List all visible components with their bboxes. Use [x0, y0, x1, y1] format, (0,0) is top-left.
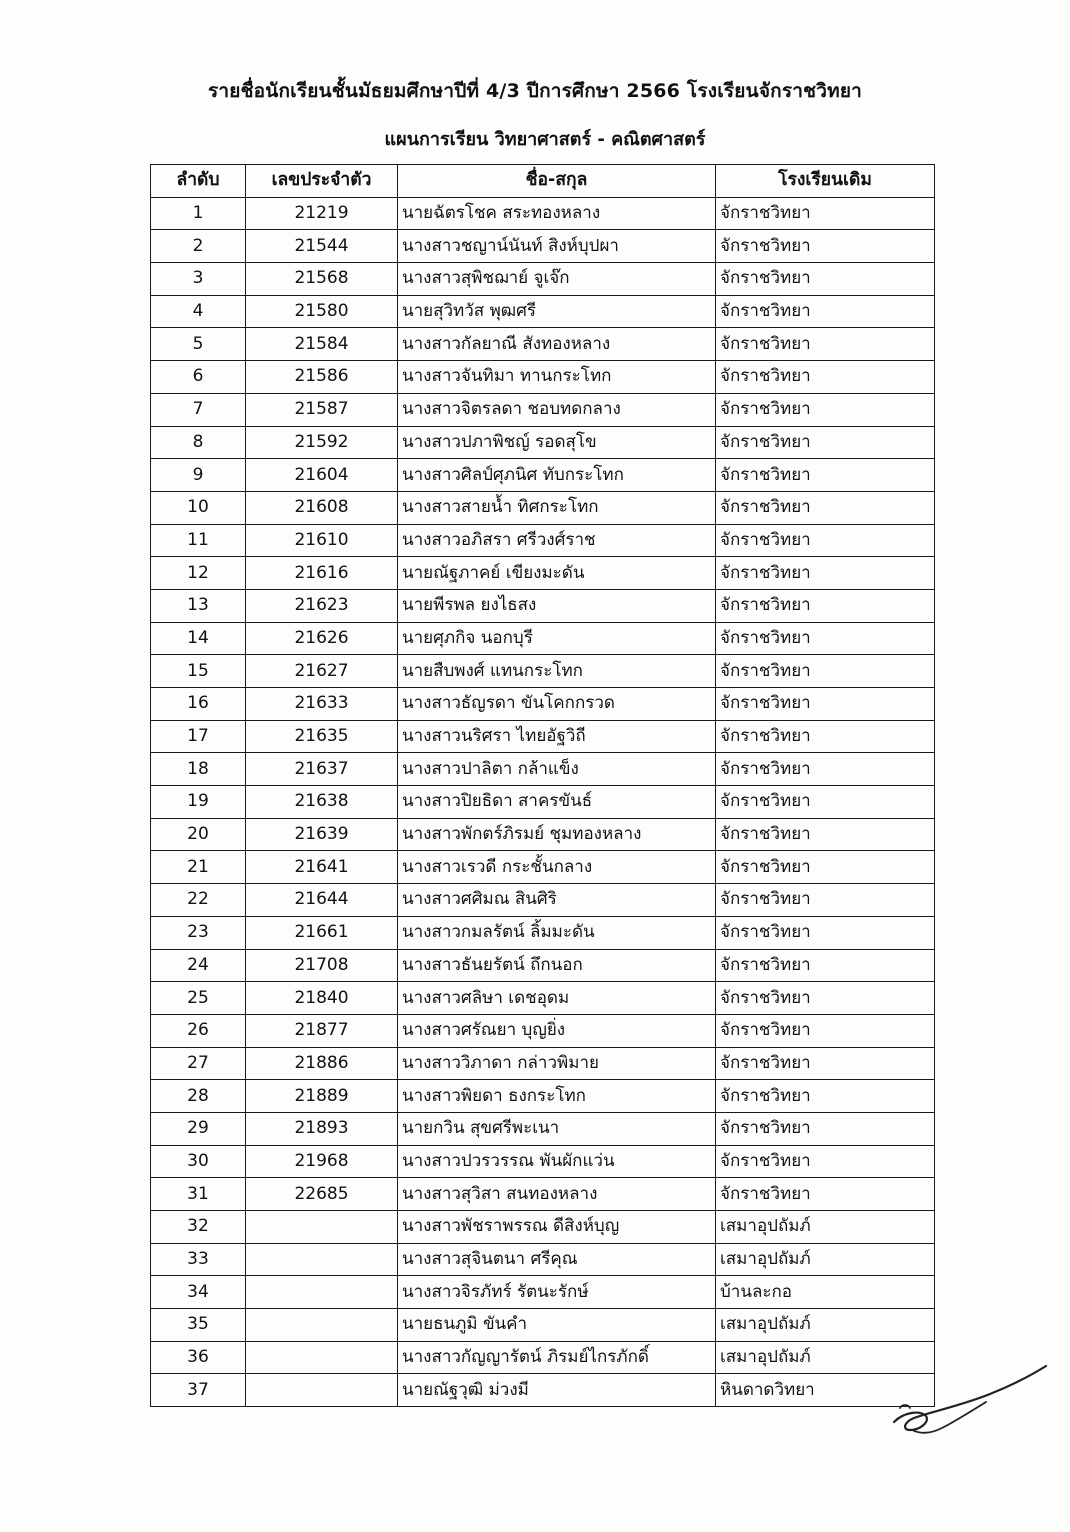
cell-student-id: 21644: [246, 884, 398, 917]
cell-student-id: 21641: [246, 851, 398, 884]
cell-student-id: 21610: [246, 524, 398, 557]
cell-no: 20: [151, 818, 246, 851]
cell-previous-school: เสมาอุปถัมภ์: [716, 1341, 935, 1374]
cell-previous-school: จักราชวิทยา: [716, 786, 935, 819]
cell-name: นายธนภูมิ ขันคำ: [398, 1309, 716, 1342]
cell-student-id: 21635: [246, 720, 398, 753]
cell-previous-school: จักราชวิทยา: [716, 1080, 935, 1113]
cell-name: นางสาวชญาน์นันท์ สิงห์บุปผา: [398, 230, 716, 263]
table-row: [151, 557, 935, 590]
cell-student-id: 21661: [246, 916, 398, 949]
cell-previous-school: จักราชวิทยา: [716, 230, 935, 263]
cell-name: นางสาวศศิมณ สินศิริ: [398, 884, 716, 917]
cell-student-id: [246, 1341, 398, 1374]
student-table: [150, 164, 935, 1407]
table-body: [151, 197, 935, 1406]
cell-no: 8: [151, 426, 246, 459]
cell-student-id: 21580: [246, 295, 398, 328]
cell-name: นางสาวเรวดี กระชั้นกลาง: [398, 851, 716, 884]
cell-no: 10: [151, 491, 246, 524]
cell-no: 23: [151, 916, 246, 949]
cell-student-id: [246, 1211, 398, 1244]
cell-student-id: [246, 1243, 398, 1276]
table-row: [151, 753, 935, 786]
cell-no: 21: [151, 851, 246, 884]
cell-student-id: 21886: [246, 1047, 398, 1080]
cell-no: 9: [151, 459, 246, 492]
cell-previous-school: จักราชวิทยา: [716, 622, 935, 655]
cell-previous-school: จักราชวิทยา: [716, 982, 935, 1015]
cell-previous-school: จักราชวิทยา: [716, 655, 935, 688]
cell-no: 17: [151, 720, 246, 753]
cell-previous-school: เสมาอุปถัมภ์: [716, 1211, 935, 1244]
cell-no: 15: [151, 655, 246, 688]
table-row: [151, 361, 935, 394]
cell-no: 2: [151, 230, 246, 263]
cell-no: 31: [151, 1178, 246, 1211]
cell-previous-school: หินดาดวิทยา: [716, 1374, 935, 1407]
table-row: [151, 230, 935, 263]
cell-name: นางสาวกัญญารัตน์ ภิรมย์ไกรภักดิ์: [398, 1341, 716, 1374]
header-previous-school: โรงเรียนเดิม: [716, 165, 935, 198]
header-student-id: เลขประจำตัว: [246, 165, 398, 198]
table-row: [151, 1145, 935, 1178]
cell-name: นายฉัตรโชค สระทองหลาง: [398, 197, 716, 230]
page-title: รายชื่อนักเรียนชั้นมัธยมศึกษาปีที่ 4/3 ปีการศึกษา 2566 โรงเรียนจักราชวิทยา: [207, 80, 863, 102]
cell-previous-school: จักราชวิทยา: [716, 295, 935, 328]
page-subtitle: แผนการเรียน วิทยาศาสตร์ - คณิตศาสตร์: [384, 129, 706, 150]
cell-name: นางสาวศิลป์ศุภนิศ ทับกระโทก: [398, 459, 716, 492]
cell-no: 12: [151, 557, 246, 590]
cell-previous-school: จักราชวิทยา: [716, 1145, 935, 1178]
table-row: [151, 459, 935, 492]
cell-student-id: 21604: [246, 459, 398, 492]
cell-previous-school: จักราชวิทยา: [716, 361, 935, 394]
cell-previous-school: จักราชวิทยา: [716, 1178, 935, 1211]
cell-student-id: [246, 1276, 398, 1309]
table-row: [151, 589, 935, 622]
cell-student-id: 22685: [246, 1178, 398, 1211]
cell-name: นางสาวปาลิตา กล้าแข็ง: [398, 753, 716, 786]
cell-no: 26: [151, 1014, 246, 1047]
table-row: [151, 1309, 935, 1342]
cell-name: นายณัฐภาคย์ เขียงมะดัน: [398, 557, 716, 590]
table-row: [151, 1014, 935, 1047]
cell-name: นางสาวสายน้ำ ทิศกระโทก: [398, 491, 716, 524]
cell-previous-school: จักราชวิทยา: [716, 426, 935, 459]
table-row: [151, 1276, 935, 1309]
cell-previous-school: จักราชวิทยา: [716, 688, 935, 721]
table-row: [151, 916, 935, 949]
cell-previous-school: จักราชวิทยา: [716, 1112, 935, 1145]
cell-name: นางสาวพัชราพรรณ ดีสิงห์บุญ: [398, 1211, 716, 1244]
cell-student-id: 21586: [246, 361, 398, 394]
cell-no: 34: [151, 1276, 246, 1309]
cell-previous-school: จักราชวิทยา: [716, 263, 935, 296]
cell-student-id: 21968: [246, 1145, 398, 1178]
cell-student-id: 21219: [246, 197, 398, 230]
cell-name: นางสาวกัลยาณี สังทองหลาง: [398, 328, 716, 361]
cell-student-id: 21584: [246, 328, 398, 361]
cell-no: 19: [151, 786, 246, 819]
cell-no: 5: [151, 328, 246, 361]
cell-previous-school: จักราชวิทยา: [716, 884, 935, 917]
cell-name: นางสาวพักตร์ภิรมย์ ชุมทองหลาง: [398, 818, 716, 851]
cell-name: นางสาวสุพิชฌาย์ จูเจ๊ก: [398, 263, 716, 296]
cell-student-id: [246, 1309, 398, 1342]
table-row: [151, 1112, 935, 1145]
cell-previous-school: จักราชวิทยา: [716, 491, 935, 524]
cell-name: นางสาวกมลรัตน์ ลิ้มมะดัน: [398, 916, 716, 949]
table-row: [151, 1243, 935, 1276]
cell-name: นางสาวจิตรลดา ชอบทดกลาง: [398, 393, 716, 426]
table-row: [151, 1341, 935, 1374]
cell-student-id: 21637: [246, 753, 398, 786]
cell-name: นางสาวจิรภัทร์ รัตนะรักษ์: [398, 1276, 716, 1309]
table-row: [151, 393, 935, 426]
table-row: [151, 884, 935, 917]
table-row: [151, 1211, 935, 1244]
cell-name: นายณัฐวุฒิ ม่วงมี: [398, 1374, 716, 1407]
table-row: [151, 818, 935, 851]
cell-previous-school: จักราชวิทยา: [716, 393, 935, 426]
cell-previous-school: จักราชวิทยา: [716, 589, 935, 622]
cell-name: นางสาววิภาดา กล่าวพิมาย: [398, 1047, 716, 1080]
cell-name: นางสาวศรัณยา บุญยิ่ง: [398, 1014, 716, 1047]
cell-no: 6: [151, 361, 246, 394]
cell-previous-school: จักราชวิทยา: [716, 459, 935, 492]
table-row: [151, 426, 935, 459]
cell-previous-school: จักราชวิทยา: [716, 949, 935, 982]
cell-no: 13: [151, 589, 246, 622]
cell-student-id: 21840: [246, 982, 398, 1015]
cell-student-id: 21638: [246, 786, 398, 819]
table-row: [151, 1080, 935, 1113]
cell-student-id: 21893: [246, 1112, 398, 1145]
cell-student-id: 21587: [246, 393, 398, 426]
cell-name: นางสาวธัญรดา ขันโคกกรวด: [398, 688, 716, 721]
cell-student-id: 21616: [246, 557, 398, 590]
cell-no: 30: [151, 1145, 246, 1178]
cell-name: นางสาวธันยรัตน์ ถึกนอก: [398, 949, 716, 982]
cell-student-id: 21626: [246, 622, 398, 655]
table-row: [151, 524, 935, 557]
table-row: [151, 655, 935, 688]
cell-name: นางสาวปวรวรรณ พันผักแว่น: [398, 1145, 716, 1178]
table-row: [151, 491, 935, 524]
cell-name: นางสาวสุวิสา สนทองหลาง: [398, 1178, 716, 1211]
cell-student-id: [246, 1374, 398, 1407]
table-row: [151, 1178, 935, 1211]
cell-name: นางสาวปิยธิดา สาครขันธ์: [398, 786, 716, 819]
cell-no: 35: [151, 1309, 246, 1342]
table-row: [151, 720, 935, 753]
cell-previous-school: จักราชวิทยา: [716, 557, 935, 590]
table-row: [151, 263, 935, 296]
cell-name: นายกวิน สุขศรีพะเนา: [398, 1112, 716, 1145]
cell-previous-school: จักราชวิทยา: [716, 328, 935, 361]
cell-no: 16: [151, 688, 246, 721]
cell-student-id: 21608: [246, 491, 398, 524]
cell-no: 18: [151, 753, 246, 786]
cell-name: นางสาวปภาพิชญ์ รอดสุโข: [398, 426, 716, 459]
cell-no: 25: [151, 982, 246, 1015]
cell-student-id: 21889: [246, 1080, 398, 1113]
signature: [890, 1360, 1050, 1450]
table-row: [151, 982, 935, 1015]
table-header-row: [151, 165, 935, 198]
cell-previous-school: จักราชวิทยา: [716, 818, 935, 851]
cell-name: นางสาวสุจินตนา ศรีคุณ: [398, 1243, 716, 1276]
table-row: [151, 622, 935, 655]
cell-previous-school: จักราชวิทยา: [716, 851, 935, 884]
cell-previous-school: จักราชวิทยา: [716, 1014, 935, 1047]
cell-student-id: 21627: [246, 655, 398, 688]
cell-no: 29: [151, 1112, 246, 1145]
table-row: [151, 1047, 935, 1080]
cell-no: 36: [151, 1341, 246, 1374]
cell-no: 27: [151, 1047, 246, 1080]
cell-name: นางสาวนริศรา ไทยอัฐวิถี: [398, 720, 716, 753]
table-row: [151, 786, 935, 819]
cell-previous-school: จักราชวิทยา: [716, 753, 935, 786]
cell-previous-school: จักราชวิทยา: [716, 916, 935, 949]
table-row: [151, 295, 935, 328]
cell-no: 24: [151, 949, 246, 982]
cell-no: 3: [151, 263, 246, 296]
cell-no: 33: [151, 1243, 246, 1276]
cell-previous-school: เสมาอุปถัมภ์: [716, 1309, 935, 1342]
cell-previous-school: จักราชวิทยา: [716, 720, 935, 753]
cell-previous-school: จักราชวิทยา: [716, 197, 935, 230]
cell-name: นางสาวศลิษา เดชอุดม: [398, 982, 716, 1015]
cell-student-id: 21592: [246, 426, 398, 459]
table-row: [151, 1374, 935, 1407]
table-row: [151, 949, 935, 982]
cell-no: 11: [151, 524, 246, 557]
cell-name: นายสืบพงศ์ แทนกระโทก: [398, 655, 716, 688]
table-row: [151, 851, 935, 884]
cell-no: 1: [151, 197, 246, 230]
cell-name: นางสาวอภิสรา ศรีวงศ์ราช: [398, 524, 716, 557]
cell-student-id: 21639: [246, 818, 398, 851]
cell-student-id: 21877: [246, 1014, 398, 1047]
cell-no: 28: [151, 1080, 246, 1113]
cell-name: นางสาวจันทิมา ทานกระโทก: [398, 361, 716, 394]
cell-no: 37: [151, 1374, 246, 1407]
table-row: [151, 328, 935, 361]
cell-no: 7: [151, 393, 246, 426]
cell-name: นายศุภกิจ นอกบุรี: [398, 622, 716, 655]
cell-no: 14: [151, 622, 246, 655]
header-no: ลำดับ: [151, 165, 246, 198]
table-row: [151, 688, 935, 721]
cell-name: นางสาวพิยดา ธงกระโทก: [398, 1080, 716, 1113]
cell-previous-school: จักราชวิทยา: [716, 524, 935, 557]
cell-student-id: 21623: [246, 589, 398, 622]
cell-previous-school: จักราชวิทยา: [716, 1047, 935, 1080]
cell-student-id: 21544: [246, 230, 398, 263]
cell-no: 22: [151, 884, 246, 917]
cell-previous-school: เสมาอุปถัมภ์: [716, 1243, 935, 1276]
table-row: [151, 197, 935, 230]
cell-student-id: 21568: [246, 263, 398, 296]
header-name: ชื่อ-สกุล: [398, 165, 716, 198]
cell-no: 32: [151, 1211, 246, 1244]
cell-name: นายสุวิทวัส พุฒศรี: [398, 295, 716, 328]
cell-student-id: 21633: [246, 688, 398, 721]
cell-previous-school: บ้านละกอ: [716, 1276, 935, 1309]
cell-name: นายพีรพล ยงไธสง: [398, 589, 716, 622]
cell-no: 4: [151, 295, 246, 328]
cell-student-id: 21708: [246, 949, 398, 982]
